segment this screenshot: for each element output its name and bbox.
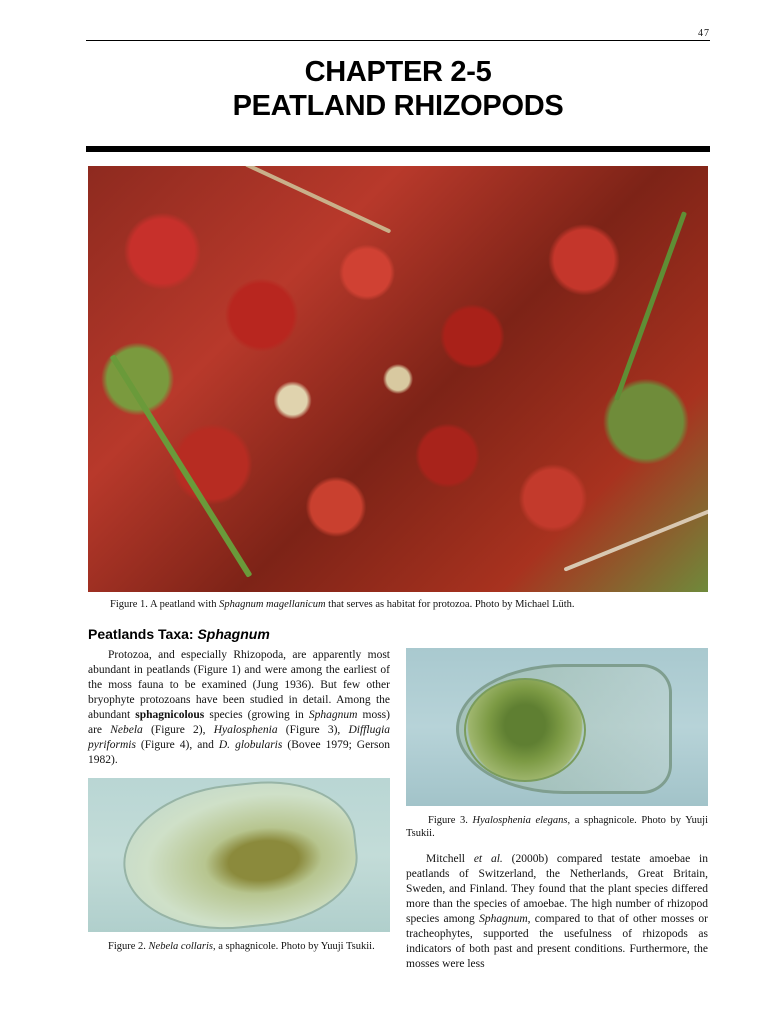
heading-text: Peatlands Taxa: bbox=[88, 626, 198, 642]
italic-term: Difflugia pyriformis bbox=[88, 724, 391, 751]
text-run: (2000b) compared testate amoebae in peatlands of Switzerland, the Netherlands, Great Britain, Sweden, and Finland. They found that the plant species differed more than the species of amoebae. The high number of rhizopod species among bbox=[406, 853, 709, 925]
caption-text: , a sphagnicole. Photo by Yuuji Tsukii. bbox=[406, 815, 709, 839]
chapter-title: PEATLAND RHIZOPODS bbox=[232, 90, 564, 122]
italic-term: Sphagnum bbox=[308, 709, 358, 721]
caption-species: Nebela collaris bbox=[148, 941, 213, 952]
text-run: Mitchell bbox=[426, 853, 474, 865]
dry-grass-blade bbox=[563, 504, 708, 571]
figure-3-caption bbox=[406, 814, 708, 840]
caption-text: Figure 2. bbox=[108, 941, 149, 952]
caption-text: Figure 1. A peatland with bbox=[110, 599, 220, 610]
testate-shell bbox=[116, 778, 364, 932]
text-run: moss) are bbox=[88, 709, 390, 736]
grass-stem bbox=[110, 354, 253, 578]
page-number: 47 bbox=[698, 28, 710, 39]
italic-term: D. globularis bbox=[218, 739, 283, 751]
text-run: (Figure 4), and bbox=[135, 739, 219, 751]
italic-term: Hyalosphenia bbox=[213, 724, 278, 736]
italic-term: Nebela bbox=[110, 724, 143, 736]
caption-text: , a sphagnicole. Photo by Yuuji Tsukii. bbox=[213, 941, 375, 952]
section-heading bbox=[88, 626, 408, 642]
figure-1-peatland-photo bbox=[88, 166, 708, 592]
paragraph-1 bbox=[88, 648, 390, 768]
title-rule bbox=[86, 146, 710, 152]
chapter-number: CHAPTER 2-5 bbox=[304, 56, 492, 88]
heading-genus: Sphagnum bbox=[197, 626, 270, 642]
heather-sprig bbox=[614, 211, 687, 401]
text-run: Protozoa, and especially Rhizopoda, are apparently most abundant in peatlands (Figure 1) and were among the earliest of the moss fauna to be examined (Jung 1936). But few other bryophyte protozoans have been studied in detail. Among the abundant bbox=[88, 649, 390, 721]
italic-term: et al. bbox=[473, 853, 503, 865]
text-run: (Figure 3), bbox=[277, 724, 349, 736]
text-run: (Figure 2), bbox=[142, 724, 214, 736]
figure-2-caption bbox=[88, 940, 390, 953]
caption-species: Hyalosphenia elegans bbox=[472, 815, 568, 826]
italic-term: Sphagnum bbox=[479, 913, 528, 925]
bold-term: sphagnicolous bbox=[135, 709, 205, 721]
caption-species: Sphagnum magellanicum bbox=[219, 599, 326, 610]
caption-text: Figure 3. bbox=[428, 815, 473, 826]
cell-cytoplasm bbox=[464, 678, 586, 782]
figure-2-nebela-photo bbox=[88, 778, 390, 932]
figure-3-hyalosphenia-photo bbox=[406, 648, 708, 806]
figure-1-caption bbox=[110, 598, 710, 611]
text-run: , compared to that of other mosses or tracheophytes, supported the usefulness of rhizopods as indicators of both past and present conditions. Furthermore, the mosses were less bbox=[406, 913, 709, 970]
text-run: species (growing in bbox=[204, 709, 309, 721]
paragraph-2 bbox=[406, 852, 708, 972]
caption-text: that serves as habitat for protozoa. Photo by Michael Lüth. bbox=[325, 599, 575, 610]
dry-twig bbox=[245, 166, 392, 234]
text-run: (Bovee 1979; Gerson 1982). bbox=[88, 739, 391, 766]
header-rule bbox=[86, 40, 710, 41]
